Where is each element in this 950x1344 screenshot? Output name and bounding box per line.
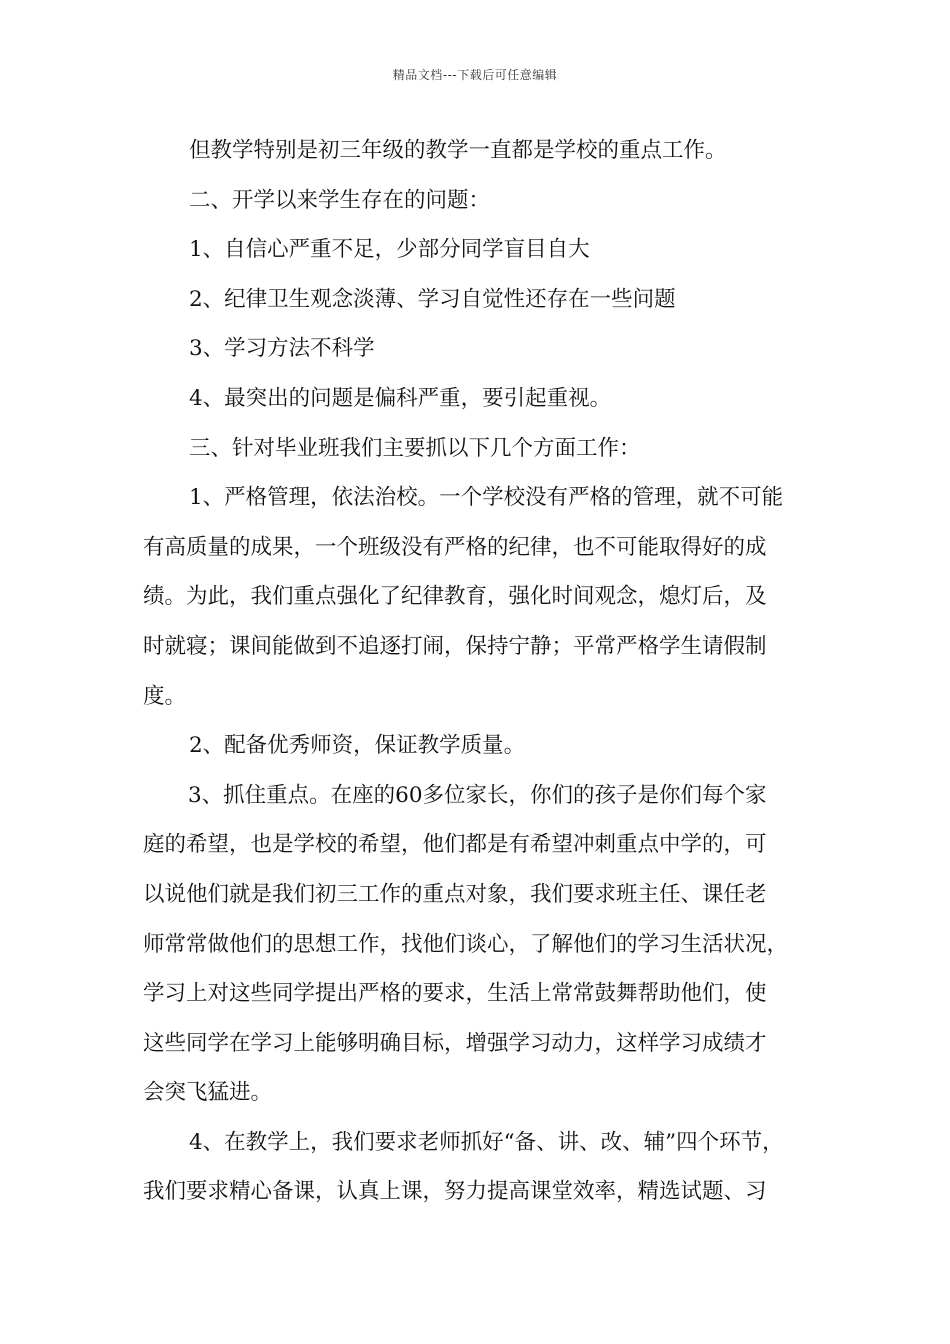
paragraph-line: 这些同学在学习上能够明确目标，增强学习动力，这样学习成绩才 (143, 1030, 767, 1056)
paragraph-line: 但教学特别是初三年级的教学一直都是学校的重点工作。 (189, 138, 727, 163)
list-item: 2、纪律卫生观念淡薄、学习自觉性还存在一些问题 (189, 286, 676, 312)
paragraph-line: 师常常做他们的思想工作，找他们谈心，了解他们的学习生活状况， (143, 931, 789, 957)
paragraph-line: 有高质量的成果，一个班级没有严格的纪律，也不可能取得好的成 (143, 534, 767, 560)
paragraph-line: 1、严格管理，依法治校。一个学校没有严格的管理，就不可能 (189, 485, 784, 511)
paragraph-line: 3、抓住重点。在座的60多位家长，你们的孩子是你们每个家 (188, 782, 767, 808)
paragraph-line: 时就寝；课间能做到不追逐打闹，保持宁静；平常严格学生请假制 (143, 633, 767, 659)
paragraph-line: 度。 (143, 683, 187, 709)
paragraph-line: 以说他们就是我们初三工作的重点对象，我们要求班主任、课任老 (143, 881, 767, 907)
paragraph-line: 2、配备优秀师资，保证教学质量。 (189, 733, 526, 759)
paragraph-line: 绩。为此，我们重点强化了纪律教育，强化时间观念，熄灯后，及 (143, 584, 767, 610)
paragraph-line: 学习上对这些同学提出严格的要求，生活上常常鼓舞帮助他们，使 (143, 981, 767, 1007)
page-header: 精品文档---下载后可任意编辑 (392, 68, 558, 82)
list-item: 3、学习方法不科学 (189, 336, 375, 362)
paragraph-line: 4、在教学上，我们要求老师抓好“备、讲、改、辅”四个环节， (189, 1129, 784, 1155)
document-body (143, 126, 823, 1217)
paragraph-line: 会突飞猛进。 (143, 1080, 273, 1106)
list-item: 1、自信心严重不足，少部分同学盲目自大 (189, 237, 590, 263)
paragraph-line: 我们要求精心备课，认真上课，努力提高课堂效率，精选试题、习 (143, 1179, 767, 1205)
paragraph-line: 庭的希望，也是学校的希望，他们都是有希望冲刺重点中学的，可 (143, 832, 767, 858)
section-heading: 二、开学以来学生存在的问题： (189, 187, 491, 213)
list-item: 4、最突出的问题是偏科严重，要引起重视。 (189, 385, 612, 411)
section-heading: 三、针对毕业班我们主要抓以下几个方面工作： (189, 435, 641, 461)
